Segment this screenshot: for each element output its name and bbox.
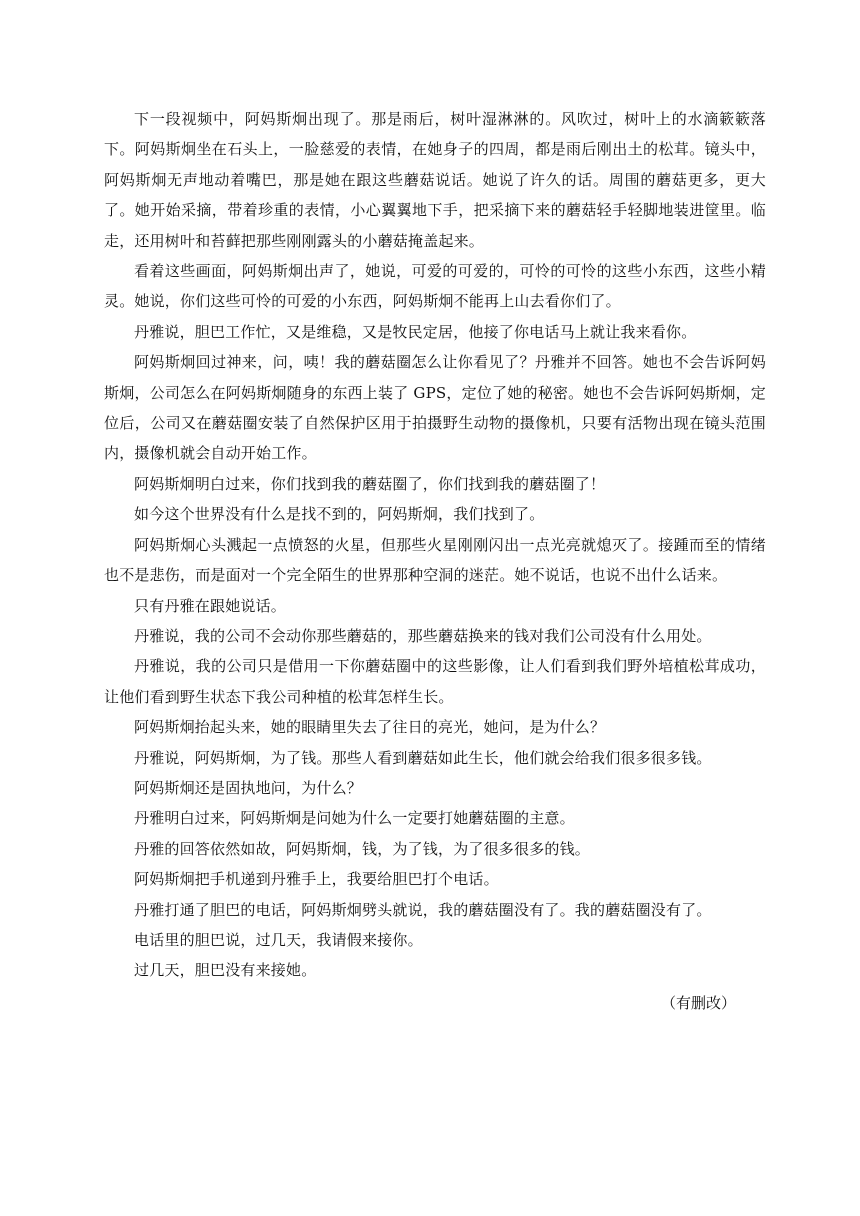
paragraph-17: 丹雅打通了胆巴的电话，阿妈斯炯劈头就说，我的蘑菇圈没有了。我的蘑菇圈没有了。 [134,900,712,919]
paragraph-3: 丹雅说，胆巴工作忙，又是维稳，又是牧民定居，他接了你电话马上就让我来看你。 [134,322,697,341]
document-page [104,104,766,1018]
source-note: （有删改） [660,993,736,1012]
paragraph-13: 阿妈斯炯还是固执地问，为什么？ [134,778,363,797]
paragraph-14: 丹雅明白过来，阿妈斯炯是问她为什么一定要打她蘑菇圈的主意。 [134,809,575,828]
paragraph-4: 阿妈斯炯回过神来，问，咦！我的蘑菇圈怎么让你看见了？丹雅并不回答。她也不会告诉阿妈斯炯，公司怎么在阿妈斯炯随身的东西上装了 GPS，定位了她的秘密。她也不会告诉阿妈斯炯，定位后，公司又在蘑菇圈安装了自然保护区用于拍摄野生动物的摄像机，只要有活物出现在镜头范围内，摄像机就会自动开始工作。 [104,353,766,463]
paragraph-10: 丹雅说，我的公司只是借用一下你蘑菇圈中的这些影像，让人们看到我们野外培植松茸成功，让他们看到野生状态下我公司种植的松茸怎样生长。 [104,657,766,706]
paragraph-19: 过几天，胆巴没有来接她。 [134,961,317,980]
paragraph-9: 丹雅说，我的公司不会动你那些蘑菇的，那些蘑菇换来的钱对我们公司没有什么用处。 [134,626,712,645]
paragraph-6: 如今这个世界没有什么是找不到的，阿妈斯炯，我们找到了。 [134,505,545,524]
paragraph-2: 看着这些画面，阿妈斯炯出声了，她说，可爱的可爱的，可怜的可怜的这些小东西，这些小精灵。她说，你们这些可怜的可爱的小东西，阿妈斯炯不能再上山去看你们了。 [104,262,766,311]
paragraph-5: 阿妈斯炯明白过来，你们找到我的蘑菇圈了，你们找到我的蘑菇圈了！ [134,474,606,493]
paragraph-1: 下一段视频中，阿妈斯炯出现了。那是雨后，树叶湿淋淋的。风吹过，树叶上的水滴簌簌落下。阿妈斯炯坐在石头上，一脸慈爱的表情，在她身子的四周，都是雨后刚出土的松茸。镜头中，阿妈斯炯无声地动着嘴巴，那是她在跟这些蘑菇说话。她说了许久的话。周围的蘑菇更多，更大了。她开始采摘，带着珍重的表情，小心翼翼地下手，把采摘下来的蘑菇轻手轻脚地装进筐里。临走，还用树叶和苔藓把那些刚刚露头的小蘑菇掩盖起来。 [104,110,766,250]
paragraph-7: 阿妈斯炯心头溅起一点愤怒的火星，但那些火星刚刚闪出一点光亮就熄灭了。接踵而至的情绪也不是悲伤，而是面对一个完全陌生的世界那种空洞的迷茫。她不说话，也说不出什么话来。 [104,535,766,585]
paragraph-11: 阿妈斯炯抬起头来，她的眼睛里失去了往日的亮光，她问，是为什么？ [134,718,606,737]
paragraph-8: 只有丹雅在跟她说话。 [134,596,287,615]
paragraph-16: 阿妈斯炯把手机递到丹雅手上，我要给胆巴打个电话。 [134,870,499,889]
paragraph-18: 电话里的胆巴说，过几天，我请假来接你。 [134,930,423,949]
paragraph-12: 丹雅说，阿妈斯炯，为了钱。那些人看到蘑菇如此生长，他们就会给我们很多很多钱。 [134,748,712,767]
paragraph-15: 丹雅的回答依然如故，阿妈斯炯，钱，为了钱，为了很多很多的钱。 [134,839,591,858]
